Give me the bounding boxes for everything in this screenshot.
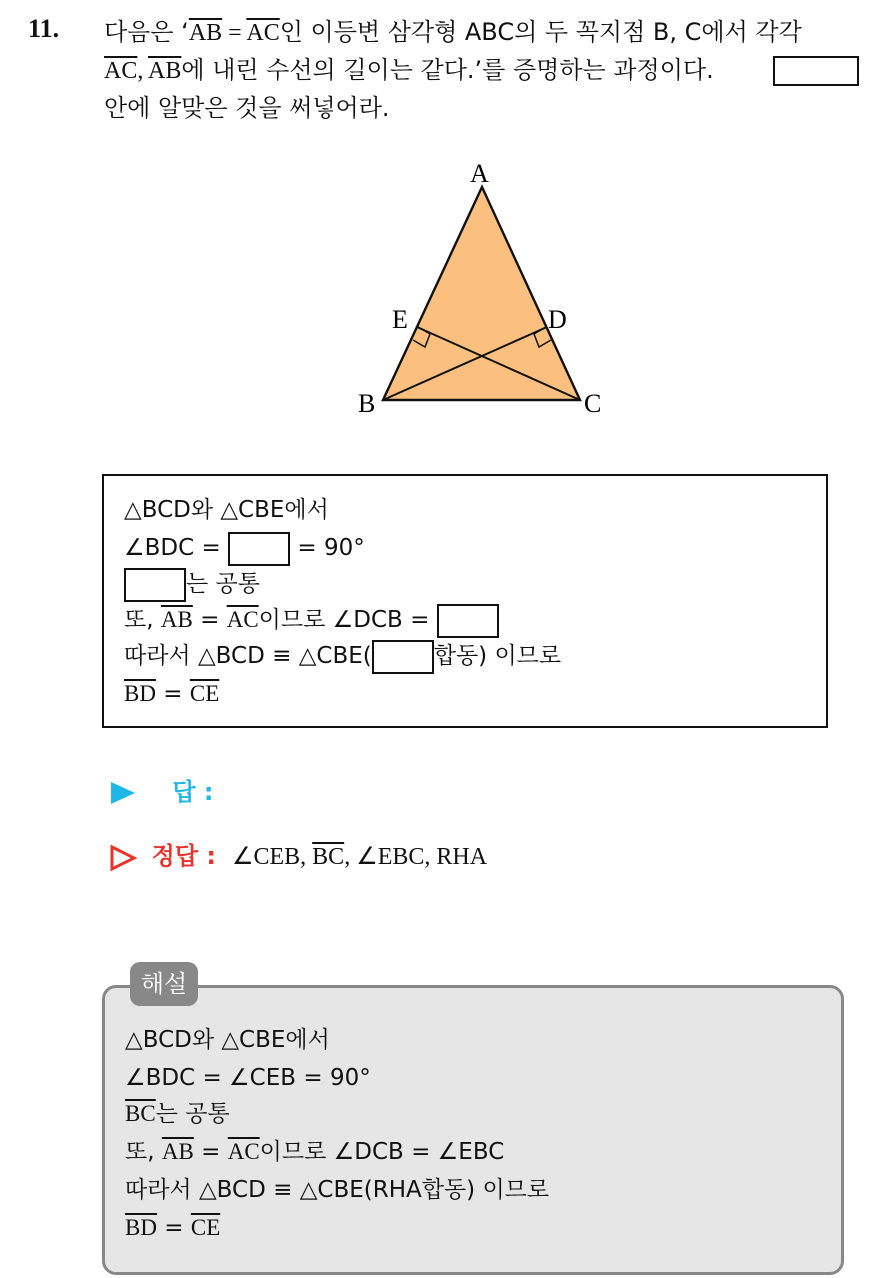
explanation-line-6: $\overline{BD} = \overline{CE}$	[125, 1215, 221, 1241]
explanation-tab: 해설	[130, 962, 198, 1006]
blank-input-1[interactable]	[228, 532, 290, 566]
question-blank-box	[773, 56, 859, 86]
explanation-line-1: △BCD와 △CBE에서	[125, 1027, 330, 1053]
correct-answer-value: ∠CEB, $\overline{BC}$, ∠EBC, RHA	[231, 844, 488, 870]
explanation-box	[102, 985, 844, 1275]
vertex-label-c: C	[584, 389, 602, 418]
explanation-line-3: $\overline{BC}$는 공통	[125, 1101, 230, 1127]
proof-line-4: 또, $\overline{AB} = \overline{AC}$이므로 ∠DCB =	[124, 602, 499, 638]
vertex-label-a: A	[470, 159, 489, 188]
triangle-abc	[383, 187, 580, 400]
proof-line-1: △BCD와 △CBE에서	[124, 497, 329, 523]
correct-answer-row	[108, 836, 487, 873]
vertex-label-e: E	[392, 305, 408, 334]
proof-box	[102, 474, 828, 728]
proof-line-6: $\overline{BD} = \overline{CE}$	[124, 681, 220, 707]
explanation-line-4: 또, $\overline{AB} = \overline{AC}$이므로 ∠DCB = ∠EBC	[125, 1139, 505, 1165]
correct-answer-label: 정답 :	[151, 842, 216, 870]
blank-input-4[interactable]	[372, 640, 434, 674]
play-arrow-icon	[108, 778, 138, 808]
question-number: 11.	[28, 14, 60, 43]
proof-line-5: 따라서 △BCD ≡ △CBE( 합동) 이므로	[124, 638, 561, 674]
explanation-line-5: 따라서 △BCD ≡ △CBE(RHA합동) 이므로	[125, 1177, 550, 1203]
triangle-figure	[340, 150, 620, 430]
blank-input-3[interactable]	[437, 604, 499, 638]
question-line-1: 다음은 ‘$\overline{AB} = \overline{AC}$인 이등변 삼각형 ABC의 두 꼭지점 B, C에서 각각	[104, 18, 802, 46]
blank-input-2[interactable]	[124, 568, 186, 602]
question-line-3: 안에 알맞은 것을 써넣어라.	[104, 94, 390, 122]
question-line-2: $\overline{AC}$, $\overline{AB}$에 내린 수선의 길이는 같다.’를 증명하는 과정이다.	[104, 56, 714, 84]
vertex-label-b: B	[358, 389, 376, 418]
proof-line-3: 는 공통	[124, 566, 260, 602]
vertex-label-d: D	[548, 305, 567, 334]
proof-line-2: ∠BDC = = 90°	[124, 530, 365, 566]
answer-label: 답 :	[172, 778, 214, 806]
explanation-line-2: ∠BDC = ∠CEB = 90°	[125, 1065, 371, 1091]
answer-row	[108, 772, 214, 808]
outline-arrow-icon	[108, 843, 138, 873]
